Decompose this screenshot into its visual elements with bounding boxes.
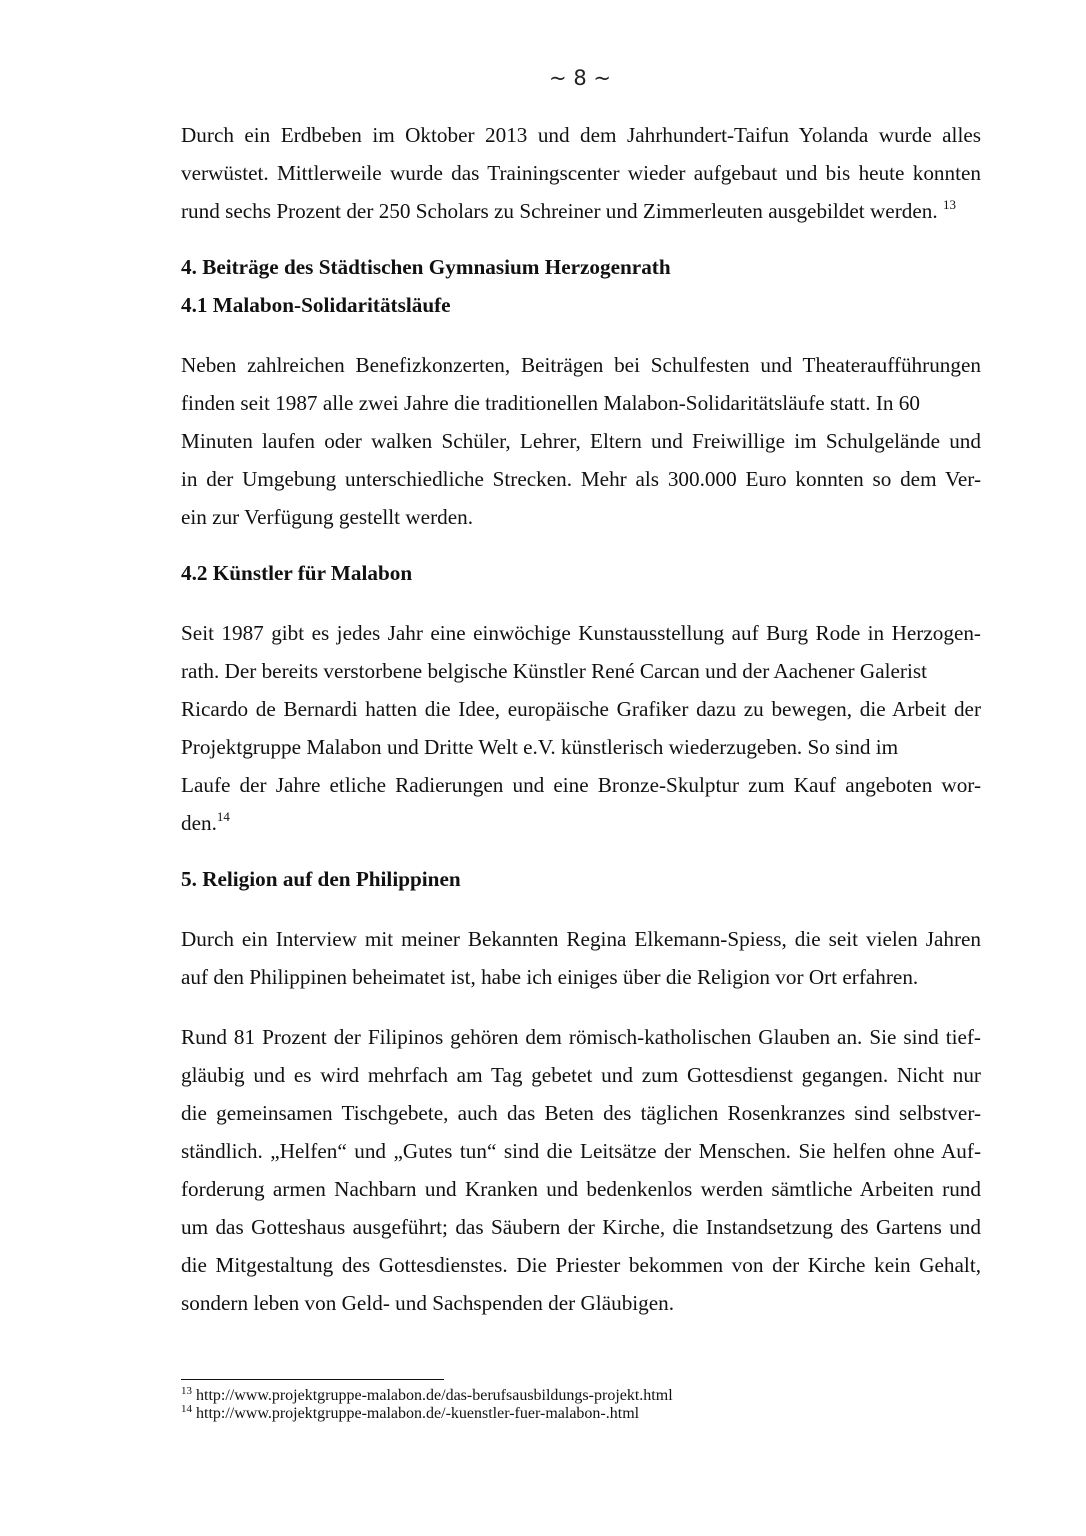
page-content — [181, 116, 981, 1322]
paragraph-line: Durch ein Interview mit meiner Bekannten Regina Elkemann-Spiess, die seit vielen Jahren — [181, 927, 981, 951]
section-heading: 5. Religion auf den Philippinen — [181, 867, 461, 891]
paragraph-line: ständlich. „Helfen“ und „Gutes tun“ sind die Leitsätze der Menschen. Sie helfen ohne Auf- — [181, 1139, 981, 1163]
footnotes — [181, 1387, 673, 1423]
paragraph-line — [181, 804, 981, 842]
artists-paragraph — [181, 614, 981, 842]
footnote-link[interactable]: http://www.projektgruppe-malabon.de/-kuenstler-fuer-malabon-.html — [196, 1405, 640, 1422]
paragraph-line: die gemeinsamen Tischgebete, auch das Beten des täglichen Rosenkranzes sind selbstver- — [181, 1101, 981, 1125]
section-heading: 4. Beiträge des Städtischen Gymnasium Herzogenrath — [181, 255, 671, 279]
paragraph-line: Ricardo de Bernardi hatten die Idee, europäische Grafiker dazu zu bewegen, die Arbeit der — [181, 697, 981, 721]
footnote — [181, 1387, 673, 1405]
paragraph-line: auf den Philippinen beheimatet ist, habe ich einiges über die Religion vor Ort erfahren. — [181, 965, 919, 989]
paragraph-line: Rund 81 Prozent der Filipinos gehören dem römisch-katholischen Glauben an. Sie sind tief- — [181, 1025, 981, 1049]
paragraph-line: finden seit 1987 alle zwei Jahre die traditionellen Malabon-Solidaritätsläufe statt. In 60 — [181, 391, 920, 415]
line-text: den. — [181, 811, 217, 835]
paragraph-line: forderung armen Nachbarn und Kranken und bedenkenlos werden sämtliche Arbeiten rund — [181, 1177, 981, 1201]
page-number: ~ 8 ~ — [549, 66, 611, 90]
subsection-heading: 4.2 Künstler für Malabon — [181, 561, 413, 585]
solidarity-run-paragraph — [181, 346, 981, 536]
paragraph-line: Seit 1987 gibt es jedes Jahr eine einwöchige Kunstausstellung auf Burg Rode in Herzogen- — [181, 621, 981, 645]
intro-paragraph — [181, 116, 981, 230]
paragraph-line: ein zur Verfügung gestellt werden. — [181, 505, 474, 529]
paragraph-line: verwüstet. Mittlerweile wurde das Trainingscenter wieder aufgebaut und bis heute konnten — [181, 161, 981, 185]
religion-paragraph — [181, 1018, 981, 1322]
subsection-heading: 4.1 Malabon-Solidaritätsläufe — [181, 293, 451, 317]
paragraph-line: sondern leben von Geld- und Sachspenden der Gläubigen. — [181, 1291, 675, 1315]
footnote — [181, 1405, 673, 1423]
paragraph-line: die Mitgestaltung des Gottesdienstes. Die Priester bekommen von der Kirche kein Gehalt, — [181, 1253, 981, 1277]
paragraph-line: gläubig und es wird mehrfach am Tag gebetet und zum Gottesdienst gegangen. Nicht nur — [181, 1063, 981, 1087]
paragraph-line: Laufe der Jahre etliche Radierungen und eine Bronze-Skulptur zum Kauf angeboten wor- — [181, 773, 981, 797]
footnote-reference[interactable]: 14 — [216, 809, 230, 824]
interview-paragraph — [181, 920, 981, 996]
paragraph-line: Neben zahlreichen Benefizkonzerten, Beiträgen bei Schulfesten und Theateraufführungen — [181, 353, 981, 377]
paragraph-line: um das Gotteshaus ausgeführt; das Säubern der Kirche, die Instandsetzung des Gartens und — [181, 1215, 981, 1239]
footnote-link[interactable]: http://www.projektgruppe-malabon.de/das-berufsausbildungs-projekt.html — [196, 1387, 673, 1404]
paragraph-line: Projektgruppe Malabon und Dritte Welt e.V. künstlerisch wiederzugeben. So sind im — [181, 735, 899, 759]
footnote-number: 14 — [181, 1403, 192, 1415]
paragraph-line: rath. Der bereits verstorbene belgische Künstler René Carcan und der Aachener Galerist — [181, 659, 927, 683]
line-text: rund sechs Prozent der 250 Scholars zu Schreiner und Zimmerleuten ausgebildet werden. — [181, 199, 938, 223]
footnote-separator — [181, 1379, 444, 1380]
paragraph-line: Minuten laufen oder walken Schüler, Lehrer, Eltern und Freiwillige im Schulgelände und — [181, 429, 981, 453]
paragraph-line: Durch ein Erdbeben im Oktober 2013 und dem Jahrhundert-Taifun Yolanda wurde alles — [181, 123, 981, 147]
footnote-number: 13 — [181, 1385, 192, 1397]
paragraph-line — [181, 192, 981, 230]
footnote-reference[interactable]: 13 — [942, 197, 956, 212]
paragraph-line: in der Umgebung unterschiedliche Strecken. Mehr als 300.000 Euro konnten so dem Ver- — [181, 467, 981, 491]
